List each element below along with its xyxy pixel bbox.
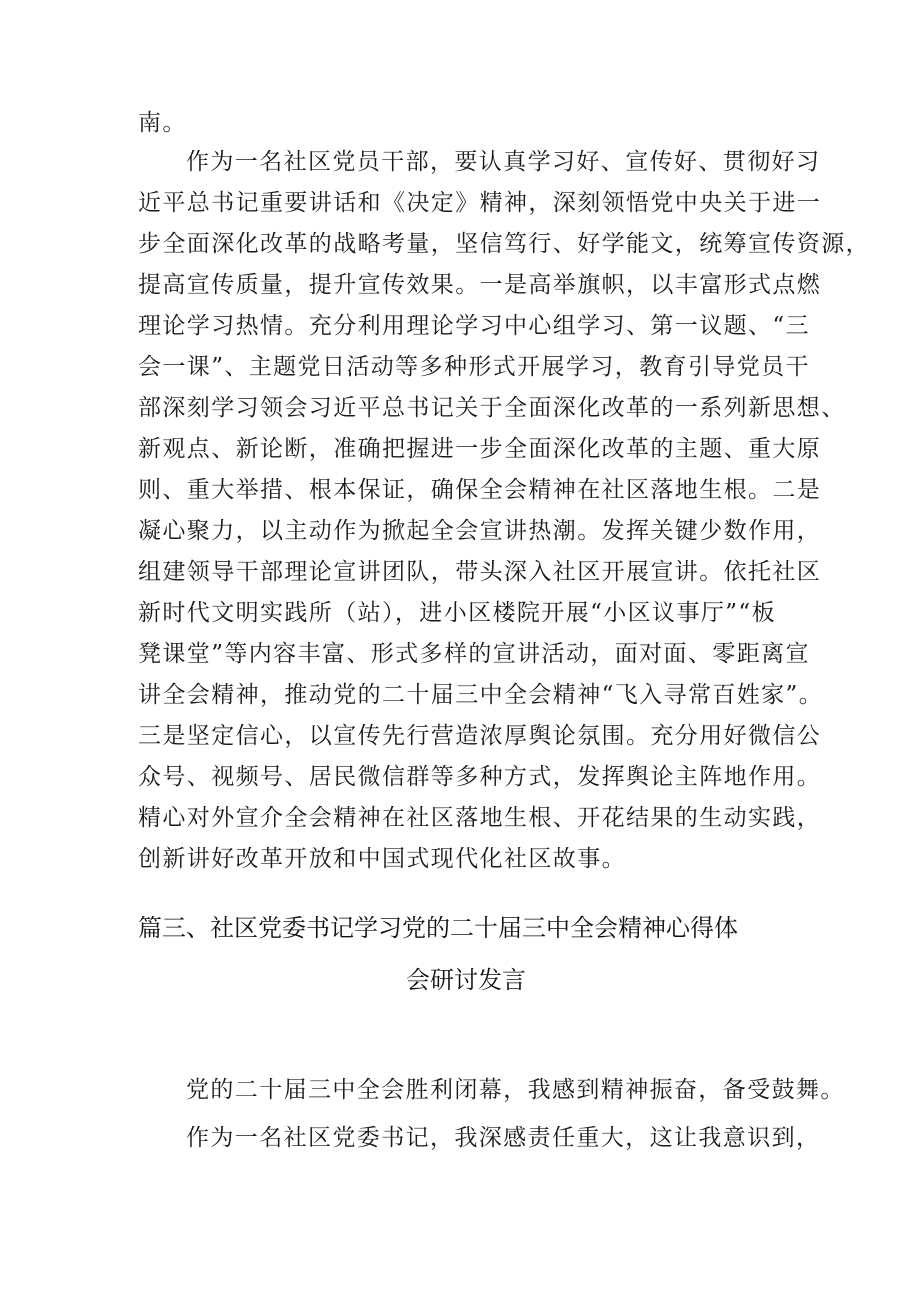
paragraph-line: 新时代文明实践所（站），进小区楼院开展“小区议事厅”“板 [138,600,776,626]
paragraph-line: 近平总书记重要讲话和《决定》精神，深刻领悟党中央关于进一 [138,190,822,216]
paragraph-line: 凝心聚力，以主动作为掀起全会宣讲热潮。发挥关键少数作用， [138,518,822,544]
paragraph-line: 讲全会精神，推动党的二十届三中全会精神“飞入寻常百姓家”。 [138,682,824,708]
paragraph-line: 作为一名社区党员干部，要认真学习好、宣传好、贯彻好习 [186,149,821,175]
paragraph-line: 理论学习热情。充分利用理论学习中心组学习、第一议题、“三 [138,313,810,339]
paragraph-line: 步全面深化改革的战略考量，坚信笃行、好学能文，统筹宣传资源， [138,231,870,257]
paragraph-line: 部深刻学习领会习近平总书记关于全面深化改革的一系列新思想、 [138,395,846,421]
paragraph-line: 南。 [138,110,187,136]
paragraph-line: 则、重大举措、根本保证，确保全会精神在社区落地生根。二是 [138,477,822,503]
section-heading-line2: 会研讨发言 [406,966,526,994]
paragraph-line: 提高宣传质量，提升宣传效果。一是高举旗帜，以丰富形式点燃 [138,272,822,298]
paragraph-line: 精心对外宣介全会精神在社区落地生根、开花结果的生动实践， [138,805,822,831]
paragraph-line: 党的二十届三中全会胜利闭幕，我感到精神振奋，备受鼓舞。 [186,1077,845,1103]
paragraph-line: 组建领导干部理论宣讲团队，带头深入社区开展宣讲。依托社区 [138,559,822,585]
section-heading-line1: 篇三、社区党委书记学习党的二十届三中全会精神心得体 [138,914,738,942]
paragraph-line: 会一课”、主题党日活动等多种形式开展学习，教育引导党员干 [138,354,810,380]
paragraph-line: 三是坚定信心，以宣传先行营造浓厚舆论氛围。充分用好微信公 [138,723,822,749]
paragraph-line: 新观点、新论断，准确把握进一步全面深化改革的主题、重大原 [138,436,822,462]
paragraph-line: 众号、视频号、居民微信群等多种方式，发挥舆论主阵地作用。 [138,764,822,790]
paragraph-line: 凳课堂”等内容丰富、形式多样的宣讲活动，面对面、零距离宣 [138,641,810,667]
paragraph-line: 作为一名社区党委书记，我深感责任重大，这让我意识到， [186,1125,821,1151]
paragraph-line: 创新讲好改革开放和中国式现代化社区故事。 [138,846,626,872]
